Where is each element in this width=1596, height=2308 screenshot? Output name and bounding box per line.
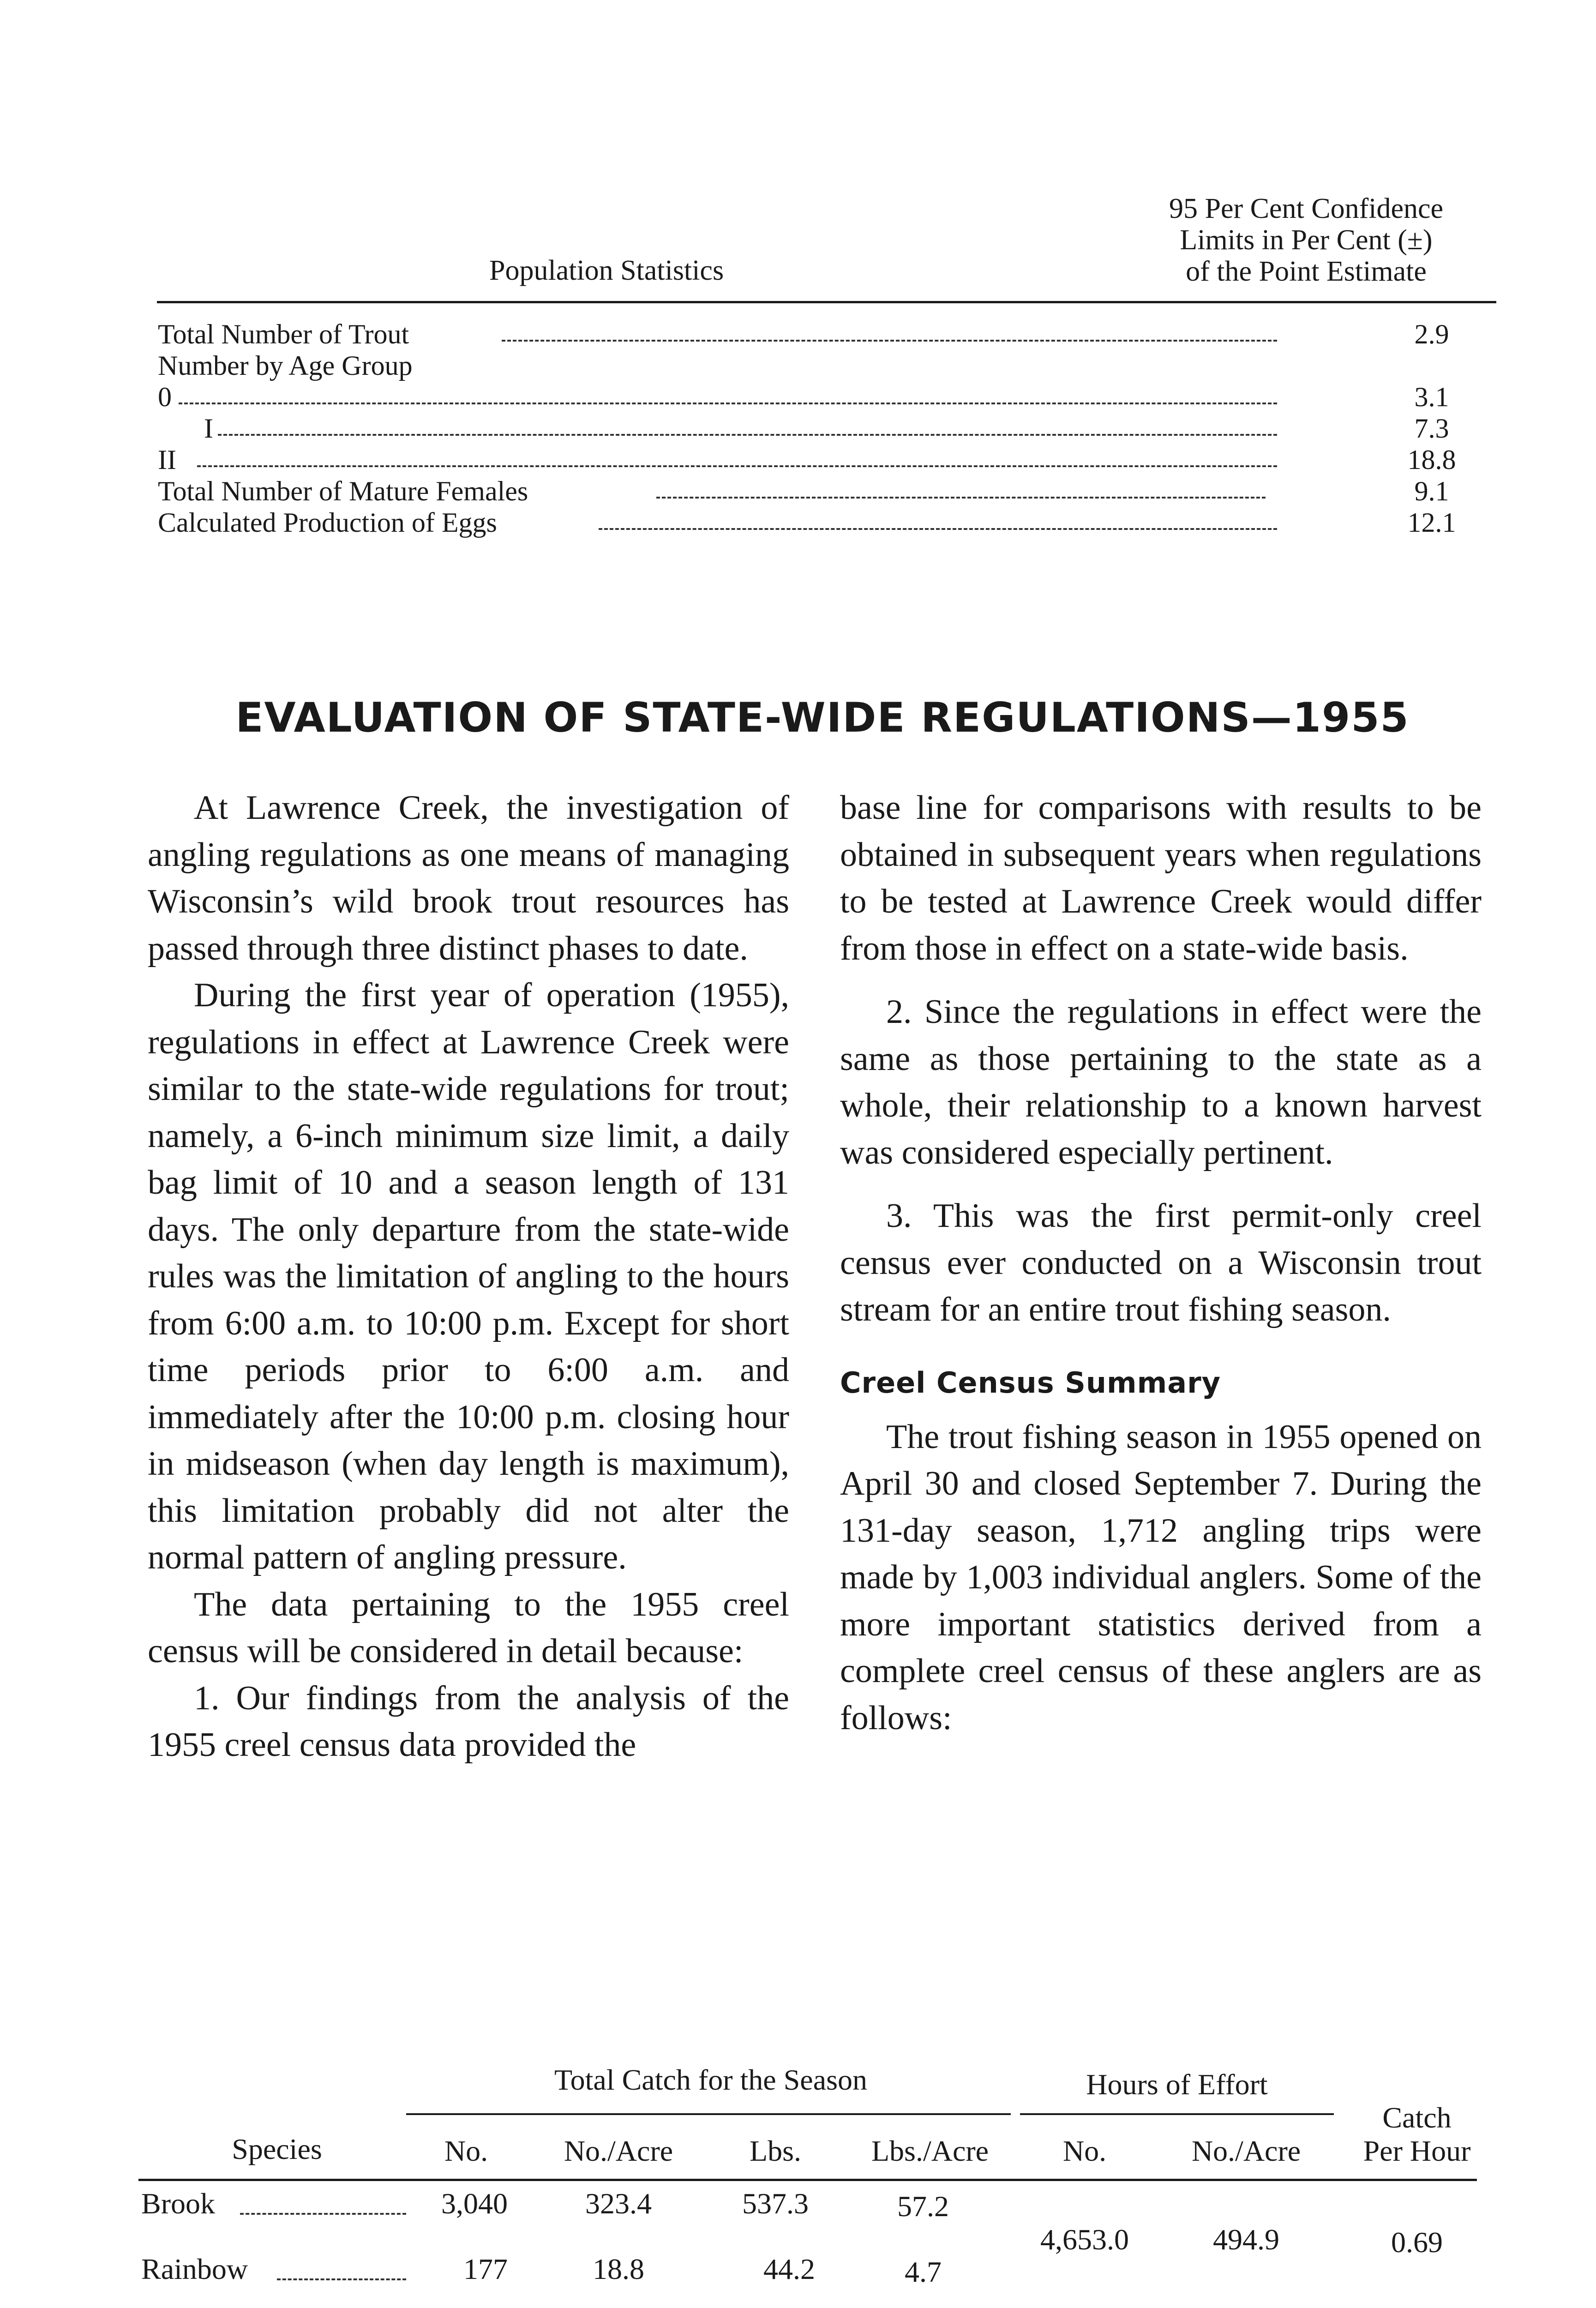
subsection-heading: Creel Census Summary (840, 1365, 1221, 1400)
paragraph: The data pertaining to the 1955 creel census will be considered in detail because: (148, 1585, 789, 1670)
paragraph: During the first year of operation (1955), regulations in effect at Lawrence Creek were similar to the state-wide regulations for trout; namely, a 6-inch minimum size limit, a daily bag limit of 10 and a season length of 131 days. The only departure from the state-wide rules was the limitation of angling to the hours from 6:00 a.m. to 10:00 p.m. Except for short time periods prior to 6:00 a.m. and immediately after the 10:00 p.m. closing hour in midseason (when day length is maximum), this limitation probably did not alter the normal pattern of angling pressure. (148, 976, 789, 1576)
row-label: Total Number of Trout (158, 319, 409, 349)
section-title: EVALUATION OF STATE-WIDE REGULATIONS—1955 (235, 694, 1410, 741)
header-lbs-per-acre: Lbs./Acre (871, 2134, 989, 2167)
group-rule (1020, 2113, 1334, 2115)
rainbow-lbs: 44.2 (763, 2253, 815, 2285)
paragraph: 2. Since the regulations in effect were the same as those pertaining to the state as a whole, their relationship to a known harvest was considered especially pertinent. (840, 993, 1482, 1172)
paragraph: 1. Our findings from the analysis of the 1955 creel census data provided the (148, 1679, 789, 1764)
dot-leader (656, 497, 1266, 499)
dot-leader (179, 403, 1277, 404)
row-label: Calculated Production of Eggs (158, 507, 497, 538)
dot-leader (599, 528, 1277, 530)
header-lbs: Lbs. (750, 2134, 801, 2167)
right-column (840, 785, 1482, 1742)
row-value: 2.9 (1414, 319, 1449, 349)
brook-no: 3,040 (441, 2187, 508, 2220)
header-effort-no-per-acre: No./Acre (1191, 2134, 1301, 2167)
row-value: 7.3 (1414, 413, 1449, 444)
dot-leader (277, 2278, 406, 2280)
table-row (158, 381, 1496, 413)
row-label: Total Number of Mature Females (158, 476, 528, 506)
table-row (158, 444, 1496, 475)
paragraph: 3. This was the first permit-only creel census ever conducted on a Wisconsin trout stream for an entire trout fishing season. (840, 1197, 1482, 1328)
table-row (158, 319, 1496, 350)
paragraph: At Lawrence Creek, the investigation of angling regulations as one means of managing Wisconsin’s wild brook trout resources has passed through three distinct phases to date. (148, 789, 789, 968)
dot-leader (502, 340, 1277, 342)
paragraph: The trout fishing season in 1955 opened on April 30 and closed September 7. During the 131-day season, 1,712 angling trips were made by 1,003 individual anglers. Some of the more important statistics derived from a complete creel census of these anglers are as follows: (840, 1418, 1482, 1737)
rainbow-no: 177 (463, 2253, 508, 2285)
column-group-hours-of-effort: Hours of Effort (1086, 2068, 1268, 2101)
row-label: 0 (158, 382, 172, 412)
row-label: II (158, 445, 176, 475)
left-column (148, 785, 789, 1769)
paragraph: base line for comparisons with results to be obtained in subsequent years when regulations to be tested at Lawrence Creek would differ from those in effect on a state-wide basis. (840, 789, 1482, 968)
brook-lbs: 537.3 (742, 2187, 809, 2220)
header-no-per-acre: No./Acre (564, 2134, 673, 2167)
table-row (158, 413, 1496, 444)
group-rule (406, 2113, 1011, 2115)
header-effort-no: No. (1062, 2134, 1107, 2167)
table-rule (138, 2179, 1477, 2181)
table-row (158, 350, 1496, 381)
catch-per-hour: 0.69 (1391, 2226, 1443, 2259)
header-species: Species (232, 2133, 322, 2165)
header-catch-per-hour: Catch Per Hour (1363, 2101, 1471, 2167)
column-group-total-catch: Total Catch for the Season (554, 2063, 867, 2096)
table-rule (157, 301, 1496, 303)
row-value: 18.8 (1407, 445, 1456, 475)
dot-leader (218, 434, 1277, 436)
dot-leader (240, 2213, 406, 2215)
rainbow-lbs-per-acre: 4.7 (905, 2255, 942, 2288)
table-row (158, 475, 1496, 507)
dot-leader (197, 465, 1277, 467)
rainbow-no-per-acre: 18.8 (593, 2253, 644, 2285)
species-rainbow: Rainbow (141, 2253, 248, 2285)
effort-no: 4,653.0 (1040, 2223, 1129, 2256)
row-value: 3.1 (1414, 382, 1449, 412)
header-no: No. (444, 2134, 488, 2167)
confidence-limits-header: 95 Per Cent Confidence Limits in Per Cent (±) of the Point Estimate (1169, 193, 1444, 287)
brook-lbs-per-acre: 57.2 (897, 2190, 949, 2223)
population-statistics-header: Population Statistics (489, 255, 724, 286)
species-brook: Brook (141, 2187, 215, 2220)
row-value: 9.1 (1414, 476, 1449, 506)
row-label: I (204, 413, 213, 444)
brook-no-per-acre: 323.4 (585, 2187, 652, 2220)
row-value: 12.1 (1407, 507, 1456, 538)
table-row (158, 507, 1496, 538)
row-label: Number by Age Group (158, 350, 413, 381)
effort-no-per-acre: 494.9 (1213, 2223, 1279, 2256)
